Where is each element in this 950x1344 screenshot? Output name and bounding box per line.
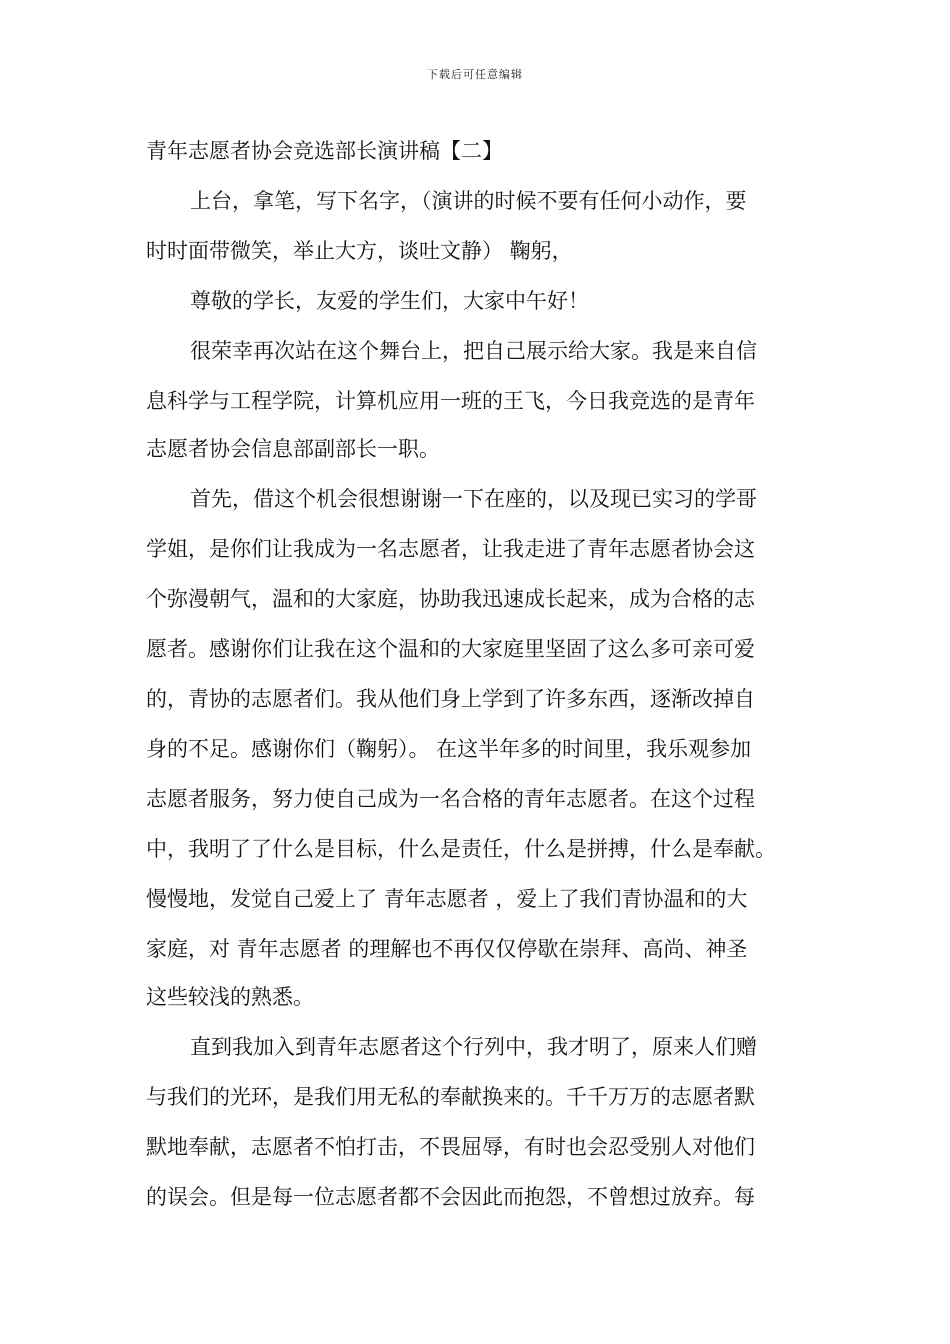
paragraph-line: 愿者。感谢你们让我在这个温和的大家庭里坚固了这么多可亲可爱	[146, 637, 755, 661]
paragraph-line: 时时面带微笑，举止大方，谈吐文静） 鞠躬，	[146, 239, 573, 263]
paragraph-line: 学姐，是你们让我成为一名志愿者，让我走进了青年志愿者协会这	[146, 537, 755, 561]
paragraph-line: 首先，借这个机会很想谢谢一下在座的，以及现已实习的学哥	[190, 487, 757, 511]
document-title: 青年志愿者协会竞选部长演讲稿【二】	[146, 139, 503, 163]
paragraph-line: 个弥漫朝气，温和的大家庭，协助我迅速成长起来，成为合格的志	[146, 587, 755, 611]
paragraph-line: 志愿者服务，努力使自己成为一名合格的青年志愿者。在这个过程	[146, 787, 755, 811]
page-header-note: 下载后可任意编辑	[427, 68, 523, 81]
paragraph-line: 慢慢地，发觉自己爱上了 青年志愿者 ，爱上了我们青协温和的大	[146, 887, 748, 911]
paragraph-line: 与我们的光环，是我们用无私的奉献换来的。千千万万的志愿者默	[146, 1085, 755, 1109]
paragraph-line: 这些较浅的熟悉。	[146, 985, 314, 1009]
paragraph-line: 默地奉献，志愿者不怕打击，不畏屈辱，有时也会忍受别人对他们	[146, 1135, 755, 1159]
paragraph-line: 家庭，对 青年志愿者 的理解也不再仅仅停歇在崇拜、高尚、神圣	[146, 937, 748, 961]
paragraph-line: 上台，拿笔，写下名字，（演讲的时候不要有任何小动作，要	[190, 189, 747, 213]
paragraph-line: 很荣幸再次站在这个舞台上，把自己展示给大家。我是来自信	[190, 339, 757, 363]
paragraph-line: 志愿者协会信息部副部长一职。	[146, 437, 440, 461]
paragraph-line: 身的不足。感谢你们（鞠躬）。 在这半年多的时间里，我乐观参加	[146, 737, 752, 761]
paragraph-line: 中，我明了了什么是目标，什么是责任，什么是拼搏，什么是奉献。	[146, 837, 776, 861]
paragraph-line: 的，青协的志愿者们。我从他们身上学到了许多东西，逐渐改掉自	[146, 687, 755, 711]
paragraph-line: 直到我加入到青年志愿者这个行列中，我才明了，原来人们赠	[190, 1035, 757, 1059]
paragraph-line: 尊敬的学长，友爱的学生们，大家中午好！	[190, 289, 589, 313]
paragraph-line: 的误会。但是每一位志愿者都不会因此而抱怨，不曾想过放弃。每	[146, 1185, 755, 1209]
paragraph-line: 息科学与工程学院，计算机应用一班的王飞，今日我竞选的是青年	[146, 389, 755, 413]
